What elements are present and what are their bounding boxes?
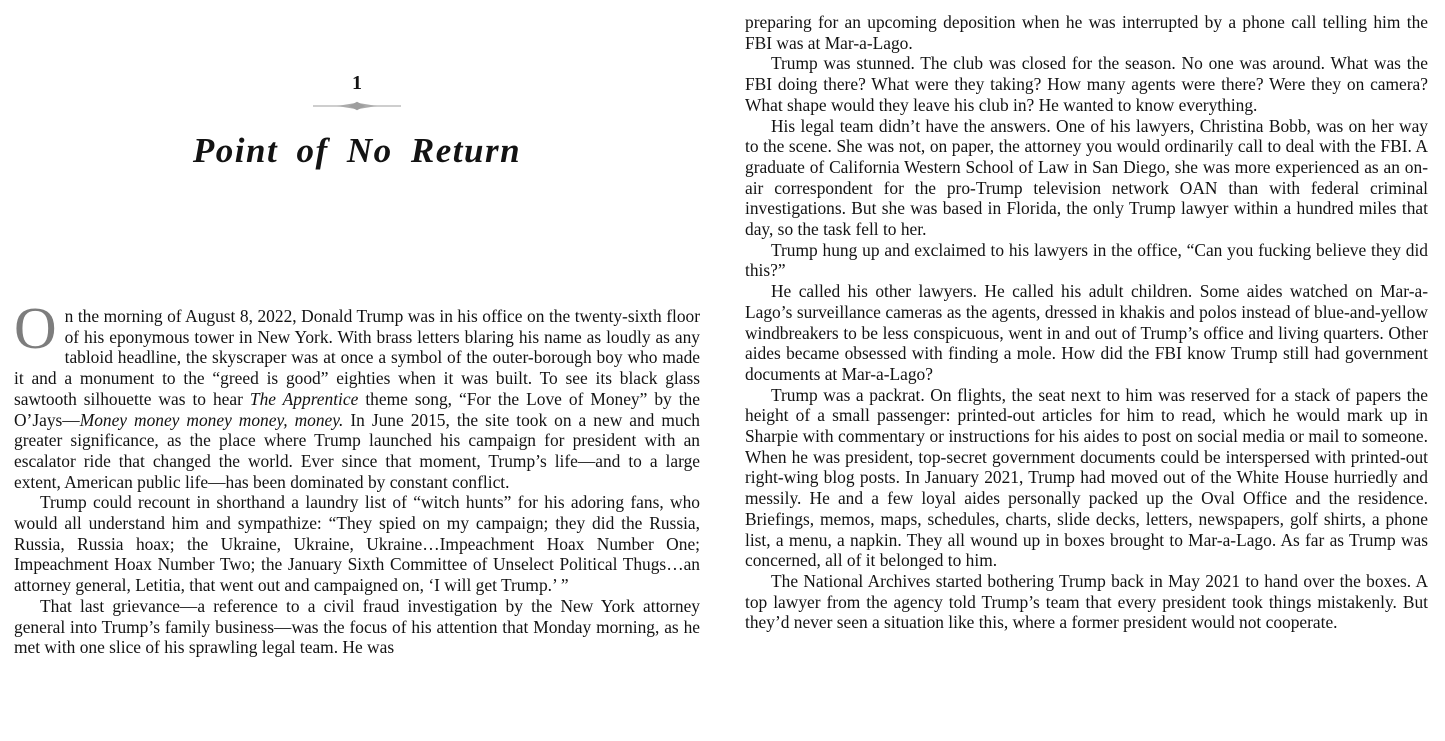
- paragraph: [14, 295, 701, 492]
- chapter-number: 1: [352, 72, 362, 94]
- body-text-run: His legal team didn’t have the answers. One of his lawyers, Christina Bobb, was on her way to the scene. She was not, on paper, the attorney you would ordinarily call to deal with the FBI. A graduate of California Western School of Law in San Diego, she was more experienced as an on-air correspondent for the pro-Trump television network OAN than with federal criminal investigations. But she was based in Florida, the only Trump lawyer within a hundred miles that day, so the task fell to her.: [745, 115, 1428, 240]
- page-right-body: [745, 12, 1428, 633]
- paragraph: [745, 240, 1428, 281]
- page-left: [14, 0, 700, 741]
- paragraph: [745, 12, 1428, 53]
- paragraph: [745, 281, 1428, 385]
- paragraph: [745, 571, 1428, 633]
- body-text-run: preparing for an upcoming deposition when he was interrupted by a phone call telling him the FBI was at Mar-a-Lago.: [745, 12, 1428, 53]
- body-text-run: theme song, “For the Love of Money” by the O’Jays—: [14, 388, 700, 430]
- paragraph: [745, 53, 1428, 115]
- body-text-run: Trump could recount in shorthand a laundry list of “witch hunts” for his adoring fans, who would all understand him and sympathize: “They spied on my campaign; they did the Russia, Russia, Russia hoax; the Ukraine, Ukraine, Ukraine…Impeachment Hoax Number One; Impeachment Hoax Number Two; the January Sixth Committee of Unselect Political Thugs…an attorney general, Letitia, that went out and campaigned on, ‘I will get Trump.’ ”: [14, 492, 700, 596]
- paragraph: [745, 116, 1428, 240]
- chapter-head: [14, 0, 700, 170]
- body-text-run: Trump hung up and exclaimed to his lawyers in the office, “Can you fucking believe they did this?”: [745, 239, 1428, 281]
- chapter-ornament-icon: [14, 101, 700, 111]
- body-text-run: The National Archives started bothering Trump back in May 2021 to hand over the boxes. A top lawyer from the agency told Trump’s team that every president took things mistakenly. But they’d never seen a situation like this, where a former president would not cooperate.: [745, 570, 1428, 633]
- drop-cap: O: [14, 295, 57, 361]
- page-left-body: [14, 295, 701, 658]
- paragraph: [745, 385, 1428, 571]
- paragraph: [14, 492, 700, 596]
- body-text-run: In June 2015, the site took on a new and much greater significance, as the place where Trump launched his campaign for president with an escalator ride that changed the world. Ever since that moment, Trump’s life—and to a large extent, American public life—has been dominated by constant conflict.: [14, 409, 701, 492]
- paragraph: [14, 596, 700, 658]
- body-text-run: That last grievance—a reference to a civil fraud investigation by the New York attorney general into Trump’s family business—was the focus of his attention that Monday morning, as he met with one slice of his sprawling legal team. He was: [14, 595, 700, 658]
- body-text-run: n the morning of August 8, 2022, Donald Trump was in his office on the twenty-sixth floor of his eponymous tower in New York. With brass letters blaring his name as loudly as any tabloid headline, the skyscraper was at once a symbol of the outer-borough boy who made it and a monument to the “greed is good” eighties when it was built. To see its black glass sawtooth silhouette was to hear: [14, 306, 700, 409]
- italic-text: Money money money money, money.: [79, 409, 344, 430]
- page-right: [745, 0, 1428, 741]
- italic-text: The Apprentice: [249, 388, 359, 409]
- body-text-run: Trump was stunned. The club was closed for the season. No one was around. What was the FBI doing there? What were they taking? How many agents were there? Were they on camera? What shape would they leave his club in? He wanted to know everything.: [745, 53, 1428, 115]
- chapter-title: Point of No Return: [192, 131, 522, 170]
- body-text-run: Trump was a packrat. On flights, the seat next to him was reserved for a stack of papers the height of a small passenger: printed-out articles for him to read, which he would mark up in Sharpie with commentary or instructions for his aides to post on social media or mail to someone. When he was president, top-secret government documents could be interspersed with printed-out right-wing blog posts. In January 2021, Trump had moved out of the White House hurriedly and messily. He and a few loyal aides personally packed up the Oval Office and the residence. Briefings, memos, maps, schedules, charts, slide decks, letters, newspapers, golf shirts, a phone list, a menu, a napkin. They all wound up in boxes brought to Mar-a-Lago. As far as Trump was concerned, all of it belonged to him.: [745, 384, 1428, 571]
- body-text-run: He called his other lawyers. He called his adult children. Some aides watched on Mar-a-Lago’s surveillance cameras as the agents, dressed in khakis and polos instead of blue-and-yellow windbreakers to be less conspicuous, went in and out of Trump’s office and living quarters. Other aides became obsessed with finding a mole. How did the FBI know Trump still had government documents at Mar-a-Lago?: [745, 281, 1428, 384]
